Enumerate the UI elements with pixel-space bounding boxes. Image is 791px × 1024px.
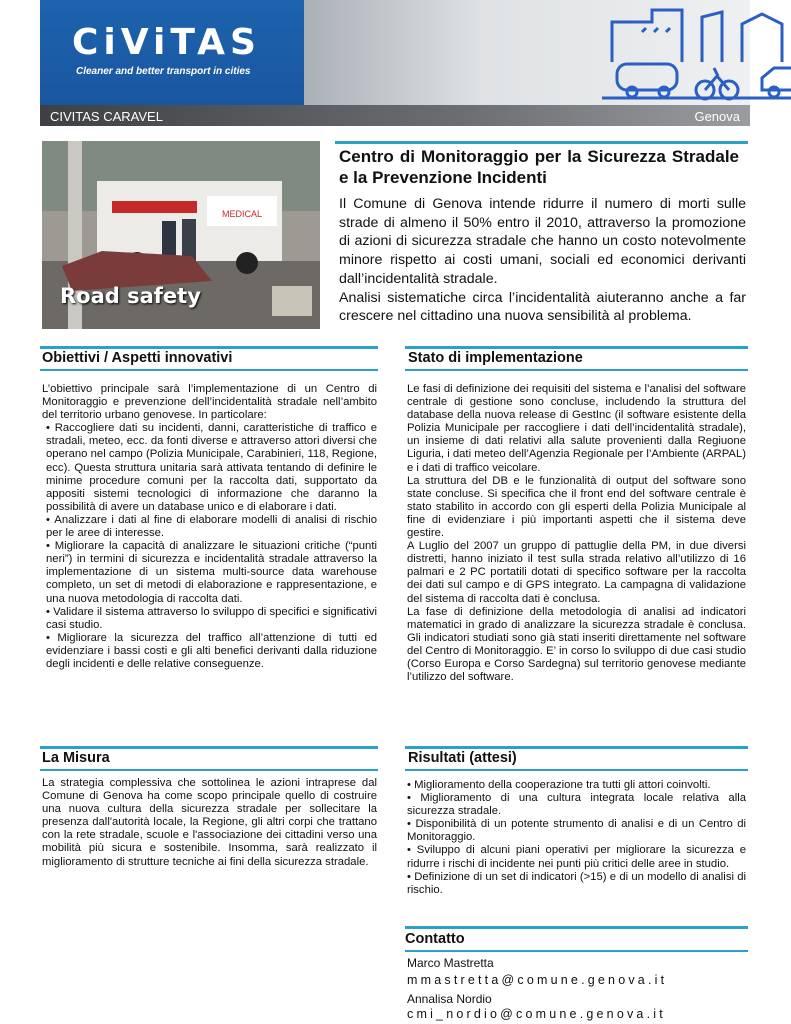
ambulance-label: MEDICAL (222, 209, 263, 219)
page-title: Centro di Monitoraggio per la Sicurezza Stradale e la Prevenzione Incidenti (339, 147, 739, 187)
list-item: • Validare il sistema attraverso lo sviluppo di specifici e significativi casi studio. (42, 606, 377, 632)
results-divider (405, 746, 748, 749)
header-banner (40, 0, 750, 126)
civitas-logo: CiViTAS (72, 22, 261, 63)
road-safety-photo (42, 141, 320, 329)
status-body (407, 383, 746, 684)
project-name: CIVITAS CARAVEL (50, 109, 163, 124)
measure-body (42, 777, 377, 869)
project-strip (40, 105, 750, 126)
measure-title: La Misura (42, 750, 110, 766)
intro-text (339, 195, 746, 326)
measure-text: La strategia complessiva che sottolinea le azioni intraprese dal Comune di Genova ha come scopo principale quello di costruire una nuova cultura della sicurezza stradale per sollecitare la presenza dall'autorità locale, la Regione, gli altri corpi che trattano con la rete stradale, scuole e l'associazione dei cittadini verso una mobilità più sicura e sostenibile. Insomma, sarà realizzato il miglioramento di strutture tecniche ai fini della sicurezza stradale. (42, 777, 377, 868)
list-item: • Definizione di un set di indicatori (>15) e di un modello di analisi di rischio. (407, 871, 746, 897)
measure-divider (40, 746, 378, 749)
photo-caption: Road safety (60, 284, 201, 308)
measure-underline (40, 769, 378, 771)
objectives-body (42, 383, 377, 671)
status-title: Stato di implementazione (408, 350, 583, 366)
list-item: • Migliorare la sicurezza del traffico all’attenzione di tutti ed evidenziare i bassi costi e gli alti benefici derivanti dalla riduzione degli incidenti e delle relative conseguenze. (42, 632, 377, 671)
list-item: • Raccogliere dati su incidenti, danni, caratteristiche di traffico e stradali, meteo, ecc. da fonti diverse e attraverso attori diversi che operano nel campo (Polizia Municipale, Carabinieri, 118, Regione, ecc). Questa struttura unitaria sarà attivata tentando di definire le minime procedure comuni per la raccolta dati, supportato da appositi sistemi tecnologici di informazione che daranno la possibilità di avere un database unico e di elaborare i dati. (42, 422, 377, 514)
contact-email-link[interactable]: mmastretta@comune.genova.it (407, 973, 668, 987)
contact-underline (405, 950, 748, 952)
results-underline (405, 769, 748, 771)
objectives-list (42, 422, 377, 671)
intro-paragraph: Il Comune di Genova intende ridurre il numero di morti sulle strade di almeno il 50% entro il 2010, attraverso la promozione di azioni di sicurezza stradale che hanno un costo notevolmente minore rispetto ai costi umani, sociali ed economici derivanti dall’incidentalità stradale. (339, 196, 746, 287)
status-paragraph: Le fasi di definizione dei requisiti del sistema e l’analisi del software centrale di gestione sono concluse, includendo la struttura del database della nuova release di GestInc (il software esistente della Polizia Municipale per raccogliere i dati dell’incidentalità stradale), un insieme di dati relativi alla salute provenienti dalla Regiuone Liguria, i dati meteo dell’Agenzia Regionale per l’Ambiente (ARPAL) e i dati di traffico veicolare. (407, 383, 746, 474)
contact-title: Contatto (405, 931, 465, 947)
objectives-divider (40, 346, 378, 349)
status-underline (405, 369, 748, 371)
intro-paragraph: Analisi sistematiche circa l’incidentalità aiuteranno anche a far crescere nel cittadino una nuova sensibilità al problema. (339, 289, 746, 325)
results-body (407, 779, 746, 897)
city-transport-illustration (602, 2, 791, 102)
intro-divider (335, 141, 748, 144)
results-title: Risultati (attesi) (408, 750, 517, 766)
city-name: Genova (694, 109, 740, 124)
contact-name: Marco Mastretta (407, 956, 494, 970)
objectives-underline (40, 369, 378, 371)
list-item: • Sviluppo di alcuni piani operativi per migliorare la sicurezza e ridurre i rischi di incidente nei punti più critici delle aree in studio. (407, 844, 746, 870)
logo-tagline: Cleaner and better transport in cities (76, 66, 251, 77)
objectives-title: Obiettivi / Aspetti innovativi (42, 350, 233, 366)
contact-divider (405, 926, 748, 929)
city-illustration (304, 0, 750, 105)
status-divider (405, 346, 748, 349)
list-item: • Miglioramento di una cultura integrata locale relativa alla sicurezza stradale. (407, 792, 746, 818)
list-item: • Migliorare la capacità di analizzare le situazioni critiche (“punti neri”) in termini di sicurezza e incidentalità stradale attraverso la implementazione di un sistema multi-source data warehouse completo, un set di metodi di elaborazione e rappresentazione, e una nuova metodologia di raccolta dati. (42, 540, 377, 605)
civitas-logo-panel (40, 0, 304, 105)
list-item: • Miglioramento della cooperazione tra tutti gli attori coinvolti. (407, 779, 746, 792)
results-list (407, 779, 746, 897)
list-item: • Disponibilità di un potente strumento di analisi e di un Centro di Monitoraggio. (407, 818, 746, 844)
contact-name: Annalisa Nordio (407, 992, 492, 1006)
status-paragraph: La fase di definizione della metodologia di analisi ad indicatori matematici in grado di analizzare la sicurezza stradale è conclusa. Gli indicatori studiati sono già stati inseriti direttamente nel software del Centro di Monitoraggio. E’ in corso lo sviluppo di due casi studio (Corso Europa e Corso Sardegna) sul territorio genovese mediante l’utilizzo del software. (407, 605, 746, 684)
list-item: • Analizzare i dati al fine di elaborare modelli di analisi di rischio per le aree di interesse. (42, 514, 377, 540)
status-paragraph: La struttura del DB e le funzionalità di output del software sono state concluse. Si specifica che il front end del software centrale è stato stabilito in accordo con gli esperti della Polizia Municipale al fine di evidenziare i più importanti aspetti che il sistema deve gestire. (407, 474, 746, 540)
contact-email-link[interactable]: cmi_nordio@comune.genova.it (407, 1007, 666, 1021)
objectives-intro: L’obiettivo principale sarà l’implementazione di un Centro di Monitoraggio e prevenzione dell’incidentalità stradale nell’ambito del territorio urbano genovese. In particolare: (42, 383, 377, 422)
status-paragraph: A Luglio del 2007 un gruppo di pattuglie della PM, in due diversi distretti, hanno iniziato il test sulla strada relativo all’utilizzo di 16 palmari e 2 PC portatili dotati di specifico software per la raccolta dei dati sul campo e di GPS integrato. La campagna di validazione del sistema di raccolta dati è conclusa. (407, 540, 746, 605)
